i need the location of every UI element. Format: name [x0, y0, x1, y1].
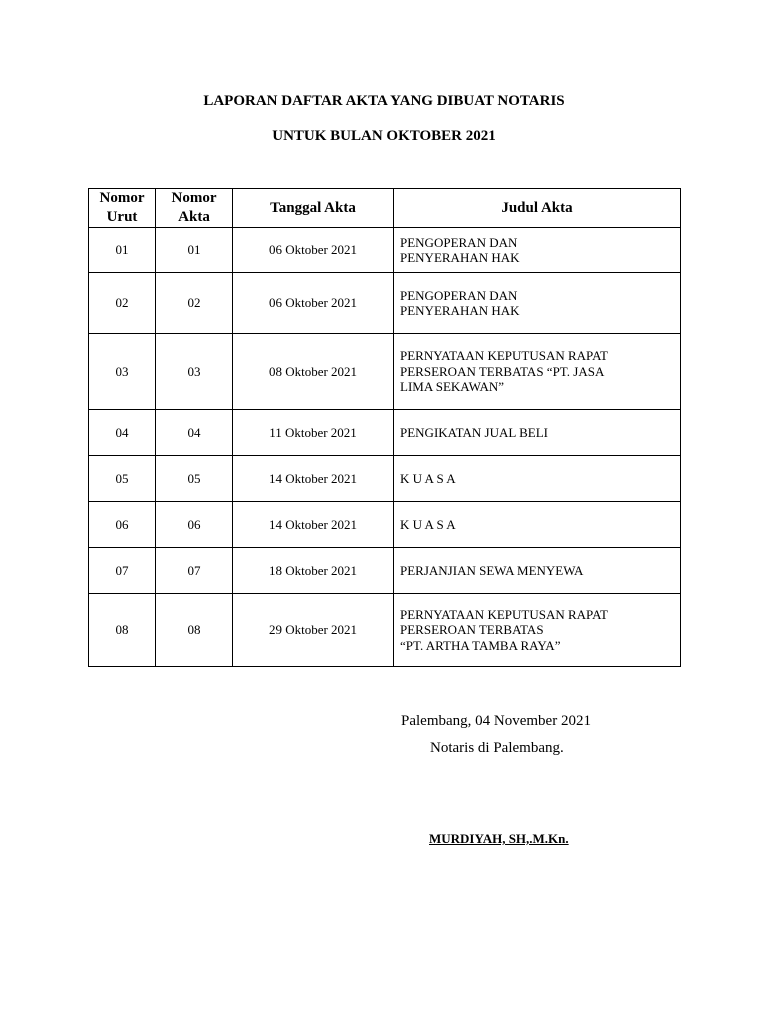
cell-judul-akta: PERNYATAAN KEPUTUSAN RAPAT PERSEROAN TERBATAS “PT. ARTHA TAMBA RAYA”: [394, 594, 681, 667]
table-row: [89, 456, 681, 502]
cell-judul-akta: PERJANJIAN SEWA MENYEWA: [394, 548, 681, 594]
document-title: LAPORAN DAFTAR AKTA YANG DIBUAT NOTARIS: [203, 93, 565, 109]
cell-nomor-urut: 03: [89, 334, 156, 410]
cell-judul-akta: PERNYATAAN KEPUTUSAN RAPAT PERSEROAN TERBATAS “PT. JASA LIMA SEKAWAN”: [394, 334, 681, 410]
cell-nomor-akta: 03: [156, 334, 233, 410]
cell-nomor-urut: 04: [89, 410, 156, 456]
table-row: [89, 273, 681, 334]
header-tanggal-akta: Tanggal Akta: [233, 189, 394, 228]
cell-judul-akta: K U A S A: [394, 456, 681, 502]
cell-tanggal-akta: 08 Oktober 2021: [233, 334, 394, 410]
cell-tanggal-akta: 14 Oktober 2021: [233, 456, 394, 502]
cell-judul-akta: K U A S A: [394, 502, 681, 548]
table-row: [89, 410, 681, 456]
cell-nomor-urut: 07: [89, 548, 156, 594]
cell-nomor-akta: 05: [156, 456, 233, 502]
cell-judul-akta: PENGIKATAN JUAL BELI: [394, 410, 681, 456]
header-judul-akta: Judul Akta: [394, 189, 681, 228]
cell-tanggal-akta: 11 Oktober 2021: [233, 410, 394, 456]
table-row: [89, 334, 681, 410]
akta-table: [88, 188, 681, 667]
signer-name: MURDIYAH, SH,.M.Kn.: [429, 831, 569, 846]
cell-nomor-urut: 05: [89, 456, 156, 502]
cell-tanggal-akta: 29 Oktober 2021: [233, 594, 394, 667]
cell-nomor-akta: 07: [156, 548, 233, 594]
table-row: [89, 594, 681, 667]
table-row: [89, 228, 681, 273]
notaris-title: Notaris di Palembang.: [430, 740, 564, 756]
cell-nomor-akta: 06: [156, 502, 233, 548]
cell-nomor-urut: 01: [89, 228, 156, 273]
cell-nomor-urut: 06: [89, 502, 156, 548]
cell-nomor-akta: 04: [156, 410, 233, 456]
header-nomor-urut: Nomor Urut: [89, 189, 156, 228]
table-row: [89, 502, 681, 548]
table-header-row: [89, 189, 681, 228]
cell-tanggal-akta: 06 Oktober 2021: [233, 273, 394, 334]
document-subtitle: UNTUK BULAN OKTOBER 2021: [272, 128, 496, 144]
header-nomor-akta: Nomor Akta: [156, 189, 233, 228]
cell-nomor-urut: 02: [89, 273, 156, 334]
place-date: Palembang, 04 November 2021: [401, 713, 591, 729]
table-row: [89, 548, 681, 594]
cell-tanggal-akta: 14 Oktober 2021: [233, 502, 394, 548]
cell-judul-akta: PENGOPERAN DAN PENYERAHAN HAK: [394, 273, 681, 334]
cell-nomor-akta: 01: [156, 228, 233, 273]
cell-nomor-akta: 08: [156, 594, 233, 667]
cell-tanggal-akta: 18 Oktober 2021: [233, 548, 394, 594]
cell-nomor-urut: 08: [89, 594, 156, 667]
cell-judul-akta: PENGOPERAN DAN PENYERAHAN HAK: [394, 228, 681, 273]
cell-nomor-akta: 02: [156, 273, 233, 334]
cell-tanggal-akta: 06 Oktober 2021: [233, 228, 394, 273]
